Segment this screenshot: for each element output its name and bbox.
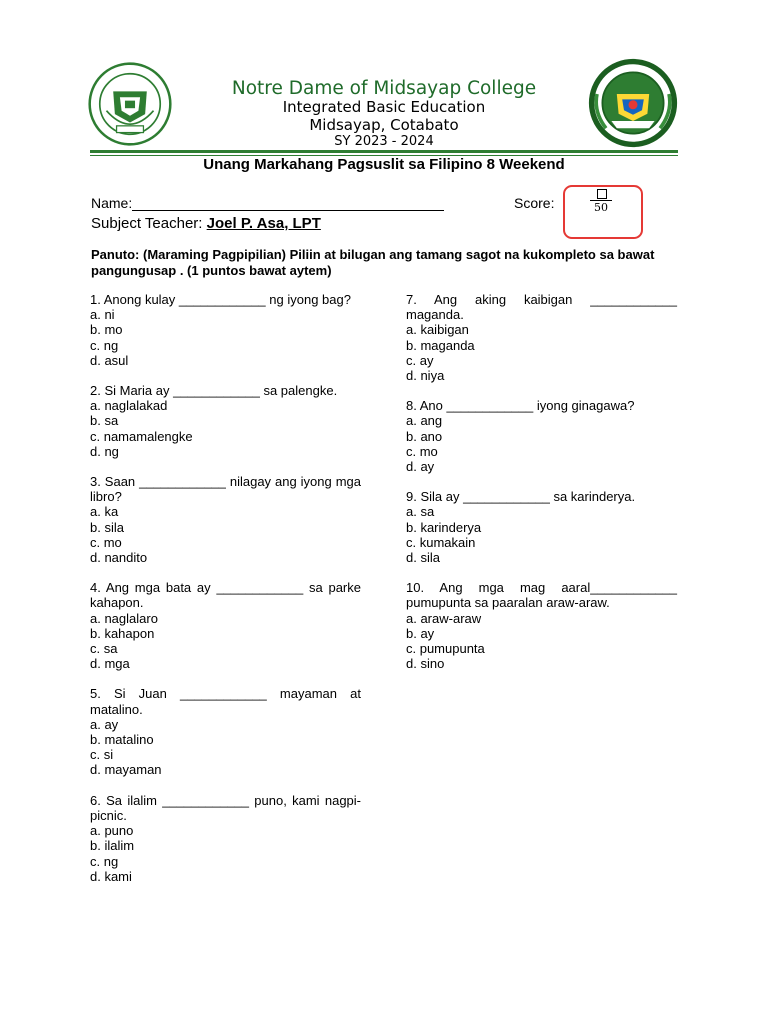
choice-b[interactable]: b. sila xyxy=(90,519,124,535)
question-1 xyxy=(90,292,361,368)
question-text: 6. Sa ilalim ____________ puno, kami nagpi-picnic. xyxy=(90,792,361,823)
teacher-label: Subject Teacher: xyxy=(91,215,203,232)
choice-b[interactable]: b. kahapon xyxy=(90,625,155,641)
choice-c[interactable]: c. ng xyxy=(90,337,119,353)
school-name: Notre Dame of Midsayap College xyxy=(231,78,537,99)
question-3 xyxy=(90,474,361,565)
choice-d[interactable]: d. mayaman xyxy=(90,762,162,778)
question-text: 10. Ang mga mag aaral____________ pumupunta sa paaralan araw-araw. xyxy=(406,580,677,611)
choice-a[interactable]: a. puno xyxy=(90,823,134,839)
choice-d[interactable]: d. asul xyxy=(90,352,129,368)
name-field[interactable] xyxy=(91,195,444,211)
teacher-name: Joel P. Asa, LPT xyxy=(206,215,321,232)
question-text: 3. Saan ____________ nilagay ang iyong mga libro? xyxy=(90,474,361,505)
question-text: 8. Ano ____________ iyong ginagawa? xyxy=(406,398,635,414)
choice-b[interactable]: b. karinderya xyxy=(406,519,482,535)
score-total: 50 xyxy=(590,200,612,214)
exam-title: Unang Markahang Pagsuslit sa Filipino 8 Weekend xyxy=(203,156,565,173)
choice-c[interactable]: c. mo xyxy=(90,534,122,550)
choice-d[interactable]: d. sino xyxy=(406,656,445,672)
score-blank-square xyxy=(597,189,607,199)
choice-b[interactable]: b. ay xyxy=(406,625,435,641)
choice-d[interactable]: d. ay xyxy=(406,459,435,475)
question-7 xyxy=(406,292,677,383)
header-divider xyxy=(90,150,678,153)
question-text: 4. Ang mga bata ay ____________ sa parke kahapon. xyxy=(90,580,361,611)
choice-b[interactable]: b. mo xyxy=(90,322,123,338)
choice-d[interactable]: d. niya xyxy=(406,368,445,384)
question-9 xyxy=(406,489,677,565)
question-column-right xyxy=(406,292,677,686)
choice-a[interactable]: a. naglalakad xyxy=(90,398,168,414)
question-4 xyxy=(90,580,361,671)
choice-a[interactable]: a. sa xyxy=(406,504,435,520)
question-text: 7. Ang aking kaibigan ____________ maganda. xyxy=(406,292,677,323)
choice-c[interactable]: c. namamalengke xyxy=(90,428,193,444)
choice-a[interactable]: a. ni xyxy=(90,307,115,323)
department-name: Integrated Basic Education xyxy=(282,98,486,116)
choice-d[interactable]: d. sila xyxy=(406,550,440,566)
question-8 xyxy=(406,398,677,474)
question-text: 1. Anong kulay ____________ ng iyong bag? xyxy=(90,292,351,307)
choice-b[interactable]: b. ilalim xyxy=(90,838,135,854)
choice-b[interactable]: b. matalino xyxy=(90,732,154,748)
subject-teacher xyxy=(91,215,321,232)
name-blank-line[interactable] xyxy=(132,196,444,211)
choice-d[interactable]: d. mga xyxy=(90,656,130,672)
question-text: 2. Si Maria ay ____________ sa palengke. xyxy=(90,383,338,399)
choice-c[interactable]: c. ay xyxy=(406,352,434,368)
choice-c[interactable]: c. mo xyxy=(406,443,438,459)
question-text: 5. Si Juan ____________ mayaman at matalino. xyxy=(90,686,361,717)
choice-a[interactable]: a. araw-araw xyxy=(406,610,482,626)
question-5 xyxy=(90,686,361,777)
choice-a[interactable]: a. naglalaro xyxy=(90,610,158,626)
instructions: Panuto: (Maraming Pagpipilian) Piliin at bilugan ang tamang sagot na kukompleto sa bawat pangungusap . (1 puntos bawat aytem) xyxy=(91,247,655,278)
name-label: Name: xyxy=(91,195,133,211)
choice-d[interactable]: d. nandito xyxy=(90,550,148,566)
choice-c[interactable]: c. pumupunta xyxy=(406,641,485,657)
choice-b[interactable]: b. ano xyxy=(406,428,443,444)
choice-b[interactable]: b. maganda xyxy=(406,337,475,353)
question-10 xyxy=(406,580,677,671)
choice-d[interactable]: d. ng xyxy=(90,443,119,459)
question-6 xyxy=(90,793,361,884)
question-text: 9. Sila ay ____________ sa karinderya. xyxy=(406,489,636,505)
choice-b[interactable]: b. sa xyxy=(90,413,119,429)
choice-c[interactable]: c. ng xyxy=(90,853,119,869)
score-label: Score: xyxy=(514,195,555,211)
question-column-left xyxy=(90,292,361,899)
choice-c[interactable]: c. si xyxy=(90,747,114,763)
choice-a[interactable]: a. ay xyxy=(90,716,119,732)
school-location: Midsayap, Cotabato xyxy=(309,116,459,134)
score-box[interactable] xyxy=(563,185,643,239)
choice-c[interactable]: c. sa xyxy=(90,641,118,657)
choice-a[interactable]: a. ka xyxy=(90,504,119,520)
choice-d[interactable]: d. kami xyxy=(90,868,132,884)
choice-a[interactable]: a. kaibigan xyxy=(406,322,469,338)
school-year: SY 2023 - 2024 xyxy=(334,134,434,149)
question-2 xyxy=(90,383,361,459)
choice-a[interactable]: a. ang xyxy=(406,413,443,429)
choice-c[interactable]: c. kumakain xyxy=(406,534,476,550)
